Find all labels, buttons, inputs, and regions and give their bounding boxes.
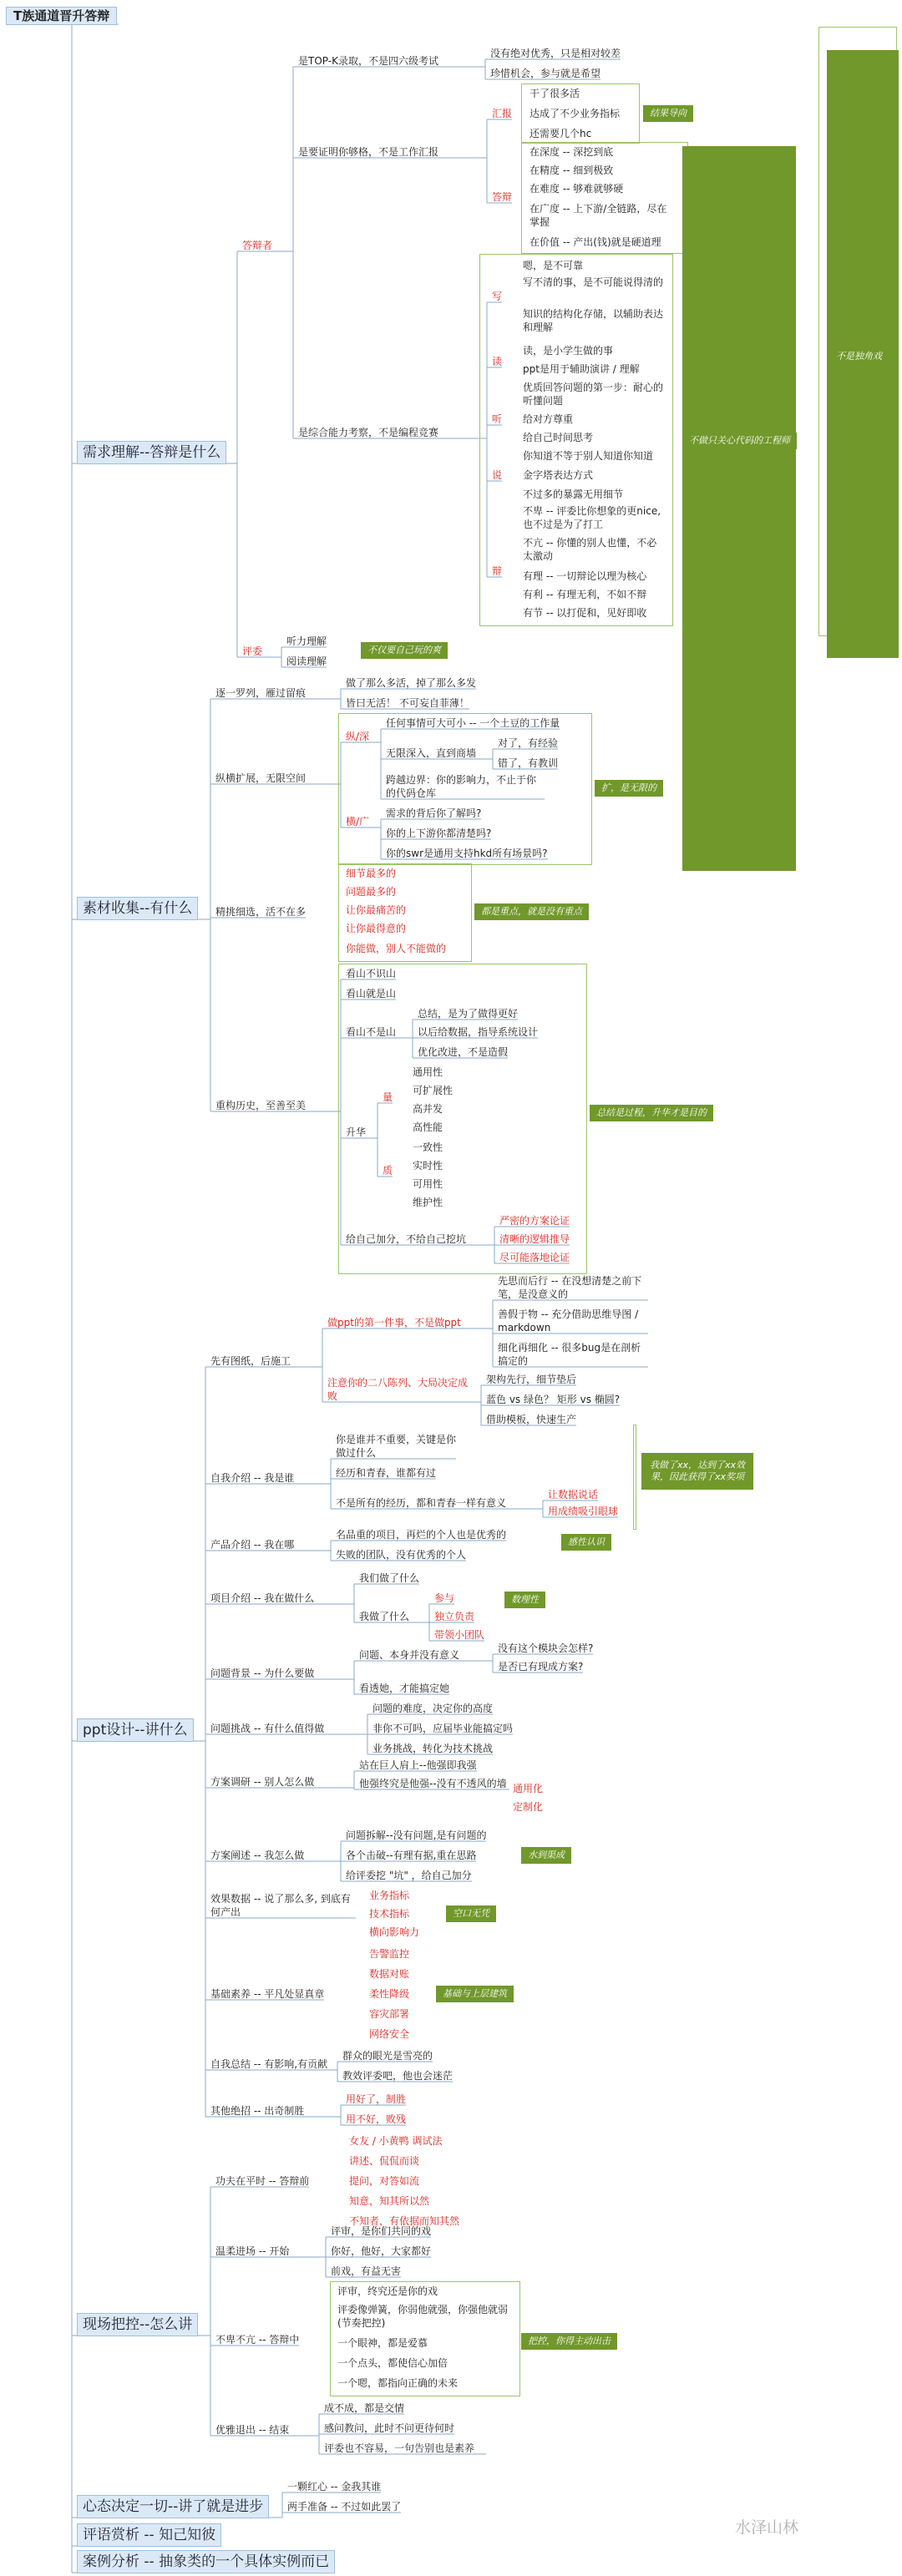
vertical-item-3: 跨越边界：你的影响力，不止于你的代码仓库	[386, 774, 537, 799]
project-sub-2: 独立负责	[434, 1611, 475, 1622]
report-node: 汇报	[492, 108, 513, 119]
survey-item-2: 他强终究是他强--没有不透风的墙	[359, 1778, 507, 1789]
debate-item-2: 不卑 -- 评委比你想象的更nice, 也不过是为了打工	[523, 505, 661, 530]
first-node: 先有图纸，后施工	[210, 1355, 291, 1367]
basic-item-4: 容灾部署	[369, 2008, 410, 2020]
project-item-1: 我们做了什么	[359, 1572, 420, 1584]
branch-live: 现场把控--怎么讲	[77, 2313, 198, 2336]
prove-node: 是要证明你够格，不是工作汇报	[298, 146, 439, 158]
quality-item-2: 实时性	[413, 1160, 443, 1172]
mix-note: 不是独角戏	[829, 348, 889, 365]
read-item-1: 读，是小学生做的事	[523, 345, 614, 357]
first-red: 做ppt的第一件事，不是做ppt	[327, 1317, 461, 1328]
first-red-item-2: 善假于物 -- 充分借助思维导图 / markdown	[498, 1308, 639, 1334]
read-node: 读	[492, 356, 503, 367]
other-item-1: 用好了，制胜	[346, 2093, 407, 2105]
report-item-2: 达成了不少业务指标	[530, 108, 621, 119]
challenge-item-2: 非你不可吗，应届毕业能搞定吗	[372, 1723, 514, 1734]
judge-note: 不仅要自己玩的爽	[361, 642, 448, 659]
challenge-item-3: 业务挑战，转化为技术挑战	[372, 1743, 494, 1754]
exit-item-1: 成不成，都是交情	[324, 2402, 405, 2414]
horizontal-item-3: 你的swr是通用支持hkd所有场景吗?	[386, 848, 548, 859]
bonus-item-2: 清晰的逻辑推导	[499, 1233, 570, 1245]
quantity-item-3: 高并发	[413, 1103, 443, 1115]
other-node: 其他绝招 -- 出奇制胜	[210, 2105, 305, 2117]
rebuild-node: 重构历史，至善至美	[215, 1100, 307, 1111]
effect-item-3: 横向影响力	[369, 1926, 420, 1938]
problem-b: 看透她，才能搞定她	[359, 1683, 450, 1694]
challenge-node: 问题挑战 -- 有什么值得做	[210, 1723, 325, 1734]
mid-item-4: 一个点头，都使信心加倍	[337, 2357, 448, 2369]
survey-red-1: 通用化	[513, 1783, 544, 1794]
mountain-3-item-2: 以后给数据，指导系统设计	[418, 1026, 539, 1038]
defense-box	[521, 142, 688, 254]
branch-ppt: ppt设计--讲什么	[77, 1718, 194, 1742]
branch-needs: 需求理解--答辩是什么	[77, 441, 226, 464]
intro-node: 自我介绍 -- 我是谁	[210, 1472, 295, 1484]
second-item-2: 蓝色 vs 绿色？ 矩形 vs 椭圆?	[486, 1394, 621, 1405]
listen-item-4: 你知道不等于别人知道你知道	[523, 450, 654, 462]
select-item-5: 你能做，别人不能做的	[346, 943, 447, 954]
select-item-1: 细节最多的	[346, 868, 397, 879]
project-sub-1: 参与	[434, 1592, 455, 1604]
prep-item-4: 知意，知其所以然	[349, 2195, 430, 2207]
mid-item-3: 一个眼神，都是爱慕	[337, 2337, 428, 2349]
basic-item-2: 数据对账	[369, 1968, 410, 1980]
bonus-item-3: 尽可能落地论证	[499, 1252, 570, 1263]
mind-item-1: 一颗红心 -- 金我其谁	[287, 2481, 382, 2492]
product-note: 感性认识	[561, 1534, 611, 1551]
exit-item-3: 评委也不容易，一句告别也是素养	[324, 2442, 475, 2454]
judge-item-2: 阅读理解	[286, 655, 327, 667]
defense-item-2: 在精度 -- 细到极致	[530, 164, 614, 176]
problem-a-item-1: 没有这个模块会怎样?	[498, 1642, 594, 1654]
select-box	[338, 863, 472, 962]
mid-node: 不卑不亢 -- 答辩中	[215, 2334, 300, 2346]
rebuild-box	[338, 964, 587, 1274]
horizontal-item-1: 需求的背后你了解吗?	[386, 807, 482, 819]
defense-item-1: 在深度 -- 深挖到底	[530, 146, 614, 158]
summary-item-1: 群众的眼光是雪亮的	[342, 2050, 433, 2062]
select-item-3: 让你最痛苦的	[346, 904, 407, 916]
basic-node: 基础素养 -- 平凡处显真章	[210, 1988, 325, 2000]
intro-item-3: 不是所有的经历，都和青春一样有意义	[336, 1497, 507, 1509]
listen-item-1: 优质回答问题的第一步：耐心的听懂问题	[523, 382, 664, 407]
project-note: 数理性	[504, 1592, 545, 1608]
intro-red-2: 用成绩吸引眼球	[548, 1506, 619, 1517]
open-item-2: 你好，他好，大家都好	[331, 2245, 432, 2257]
defense-item-4: 在广度 -- 上下游/全链路，尽在掌握	[530, 203, 667, 228]
vertical-item-2b: 错了，有教训	[498, 757, 559, 769]
debate-item-6: 有节 -- 以打促和，见好即收	[523, 607, 647, 619]
intro-item-1: 你是谁并不重要，关键是你做过什么	[336, 1434, 457, 1459]
quantity-item-2: 可扩展性	[413, 1085, 454, 1096]
mid-item-1: 评审，终究还是你的戏	[337, 2285, 438, 2297]
exit-item-2: 感问教问，此时不问更待何时	[324, 2422, 455, 2434]
mountain-3-item-1: 总结，是为了做得更好	[418, 1008, 519, 1020]
debate-item-4: 有理 -- 一切辩论以理为核心	[523, 570, 647, 582]
survey-item-1: 站在巨人肩上--他强即我强	[359, 1759, 477, 1771]
other-item-2: 用不好，败残	[346, 2113, 407, 2125]
effect-item-1: 业务指标	[369, 1890, 410, 1901]
branch-eval: 评语赏析 -- 知己知彼	[77, 2523, 221, 2547]
defense-item-5: 在价值 -- 产出(钱)就是硬道理	[530, 236, 661, 248]
step1-node: 逐一罗列，雁过留痕	[215, 687, 307, 699]
mountain-3: 看山不是山	[346, 1026, 397, 1038]
ability-node: 是综合能力考察，不是编程竞赛	[298, 427, 439, 438]
prep-item-3: 提问，对答如流	[349, 2175, 420, 2187]
debate-item-1: 不过多的暴露无用细节	[523, 488, 624, 500]
mid-note: 把控，你得主动出击	[521, 2333, 617, 2350]
challenge-item-1: 问题的难度，决定你的高度	[372, 1703, 494, 1714]
mind-item-2: 两手准备 -- 不过如此罢了	[287, 2501, 402, 2513]
prep-item-1: 女友 / 小黄鸭 调试法	[349, 2135, 443, 2147]
select-note: 都是重点，就是没有重点	[474, 903, 589, 920]
mid-box	[330, 2281, 520, 2396]
ability-box	[479, 254, 673, 626]
branch-material: 素材收集--有什么	[77, 897, 198, 920]
bonus-item-1: 严密的方案论证	[499, 1215, 570, 1227]
reviewer-node: 答辩者	[242, 240, 273, 251]
mountain-1: 看山不识山	[346, 968, 397, 979]
select-node: 精挑细选，活不在多	[215, 906, 307, 918]
product-item-1: 名品重的项目，再烂的个人也是优秀的	[336, 1529, 507, 1541]
quantity-item-1: 通用性	[413, 1066, 443, 1078]
write-item-3: 知识的结构化存储，以辅助表达和理解	[523, 308, 664, 333]
project-sub-3: 带领小团队	[434, 1629, 485, 1641]
upgrade-node: 升华	[346, 1126, 367, 1138]
plan-item-1: 问题拆解--没有问题,是有问题的	[346, 1830, 487, 1841]
write-item-2: 写不清的事，是不可能说得清的	[523, 276, 664, 288]
second-item-1: 架构先行，细节垫后	[486, 1374, 577, 1385]
report-note: 结果导向	[643, 105, 693, 122]
write-node: 写	[492, 291, 503, 302]
debate-item-5: 有利 -- 有理无利，不如不辩	[523, 589, 647, 600]
project-item-2: 我做了什么	[359, 1611, 410, 1622]
judge-node: 评委	[242, 645, 263, 657]
quality-item-1: 一致性	[413, 1141, 443, 1153]
root-title: T族通道晋升答辩	[6, 7, 117, 25]
second-item-3: 借助模板，快速生产	[486, 1414, 577, 1425]
vertical-item-1: 任何事情可大可小 -- 一个土豆的工作量	[386, 717, 560, 729]
open-item-3: 前戏，有益无害	[331, 2265, 402, 2277]
survey-node: 方案调研 -- 别人怎么做	[210, 1776, 315, 1788]
listen-node: 听	[492, 413, 503, 425]
problem-a: 问题、本身并没有意义	[359, 1649, 460, 1661]
prep-item-2: 讲述、侃侃而谈	[349, 2155, 420, 2167]
intro-note: 我做了xx，达到了xx效果，因此获得了xx奖项	[641, 1453, 753, 1490]
listen-item-2: 给对方尊重	[523, 413, 574, 425]
basic-item-3: 柔性降级	[369, 1988, 410, 2000]
exit-node: 优雅退出 -- 结束	[215, 2424, 290, 2436]
quality-item-4: 维护性	[413, 1197, 443, 1208]
intro-item-2: 经历和青春，谁都有过	[336, 1467, 437, 1479]
mid-item-2: 评委像弹簧，你弱他就强，你强他就弱(节奏把控)	[337, 2304, 509, 2329]
select-item-4: 让你最得意的	[346, 923, 407, 934]
plan-note: 水到渠成	[521, 1847, 571, 1864]
debate-node: 辩	[492, 565, 503, 577]
topk-node: 是TOP-K录取，不是四六级考试	[298, 55, 438, 67]
quality-node: 质	[383, 1165, 393, 1177]
expand-note: 扩，是无限的	[595, 780, 663, 797]
vertical-node: 纵/深	[346, 731, 370, 742]
intro-box-line	[633, 1425, 636, 1530]
expand-box	[338, 713, 592, 865]
problem-node: 问题背景 -- 为什么要做	[210, 1668, 315, 1679]
horizontal-node: 横/广	[346, 816, 370, 827]
prep-item-5: 不知者，有依据而知其然	[349, 2215, 460, 2227]
survey-red-2: 定制化	[513, 1801, 544, 1813]
second-red: 注意你的二八陈列、大局决定成败	[327, 1377, 469, 1402]
listen-item-3: 给自己时间思考	[523, 432, 594, 443]
summary-node: 自我总结 -- 有影响,有贡献	[210, 2058, 328, 2070]
defense-item-3: 在难度 -- 够难就够硬	[530, 183, 624, 195]
intro-red-1: 让数据说话	[548, 1489, 599, 1501]
expand-node: 纵横扩展，无限空间	[215, 772, 307, 784]
report-box	[521, 84, 640, 144]
branch-mind: 心态决定一切--讲了就是进步	[77, 2495, 269, 2518]
plan-item-3: 给评委挖 "坑" ，给自己加分	[346, 1870, 472, 1881]
write-item-1: 嗯，是不可靠	[523, 260, 584, 271]
first-red-item-3: 细化再细化 -- 很多bug是在剖析搞定的	[498, 1342, 641, 1367]
coder-note: 不做只关心代码的工程师	[682, 433, 797, 449]
vertical-item-2a: 对了，有经验	[498, 737, 559, 749]
plan-item-2: 各个击破--有理有据,重在思路	[346, 1850, 477, 1861]
bonus-node: 给自己加分，不给自己挖坑	[346, 1233, 467, 1245]
basic-item-1: 告警监控	[369, 1948, 410, 1960]
step1-item-2: 皆曰无活！ 不可妄自菲薄！	[346, 697, 469, 709]
quantity-node: 量	[383, 1091, 393, 1103]
first-red-item-1: 先思而后行 -- 在没想清楚之前下笔，是没意义的	[498, 1275, 642, 1300]
effect-item-2: 技术指标	[369, 1908, 410, 1920]
effect-note: 空口无凭	[446, 1905, 496, 1922]
defense-node: 答辩	[492, 191, 513, 203]
coder-note-box	[682, 146, 796, 871]
mountain-3-item-3: 优化改进，不是造假	[418, 1046, 509, 1058]
topk-item-1: 没有绝对优秀，只是相对较差	[490, 48, 621, 59]
read-item-2: ppt是用于辅助演讲 / 理解	[523, 363, 640, 375]
horizontal-item-2: 你的上下游你都清楚吗?	[386, 827, 492, 839]
topk-item-2: 珍惜机会，参与就是希望	[490, 68, 601, 79]
prep-node: 功夫在平时 -- 答辩前	[215, 2175, 310, 2187]
watermark: 水泽山林	[735, 2518, 799, 2537]
speak-item-1: 金字塔表达方式	[523, 469, 594, 481]
report-item-3: 还需要几个hc	[530, 128, 592, 139]
product-item-2: 失败的团队，没有优秀的个人	[336, 1549, 467, 1561]
speak-node: 说	[492, 469, 503, 481]
select-item-2: 问题最多的	[346, 886, 397, 898]
report-item-1: 干了很多活	[530, 88, 580, 99]
step1-item-1: 做了那么多活，掉了那么多发	[346, 677, 477, 689]
open-node: 温柔进场 -- 开始	[215, 2245, 290, 2257]
basic-note: 基础与上层建筑	[436, 1986, 514, 2002]
effect-node: 效果数据 -- 说了那么多, 到底有何产出	[210, 1893, 351, 1918]
vertical-item-2: 无限深入，直到商墙	[386, 747, 477, 759]
quality-item-3: 可用性	[413, 1178, 443, 1190]
mid-item-5: 一个嗯，都指向正确的未来	[337, 2377, 459, 2389]
quantity-item-4: 高性能	[413, 1121, 443, 1133]
rebuild-note: 总结是过程，升华才是目的	[590, 1105, 713, 1121]
basic-item-5: 网络安全	[369, 2028, 410, 2040]
open-item-1: 评审，是你们共同的戏	[331, 2225, 432, 2237]
problem-a-item-2: 是否已有现成方案?	[498, 1661, 584, 1673]
mountain-2: 看山就是山	[346, 988, 397, 1000]
project-node: 项目介绍 -- 我在做什么	[210, 1592, 315, 1604]
summary-item-2: 教效评委吧，他也会迷茫	[342, 2070, 454, 2082]
judge-item-1: 听力理解	[286, 635, 327, 647]
plan-node: 方案阐述 -- 我怎么做	[210, 1850, 305, 1861]
product-node: 产品介绍 -- 我在哪	[210, 1539, 295, 1551]
branch-case: 案例分析 -- 抽象类的一个具体实例而已	[77, 2550, 335, 2573]
debate-item-3: 不亢 -- 你懂的别人也懂，不必太激动	[523, 537, 657, 562]
